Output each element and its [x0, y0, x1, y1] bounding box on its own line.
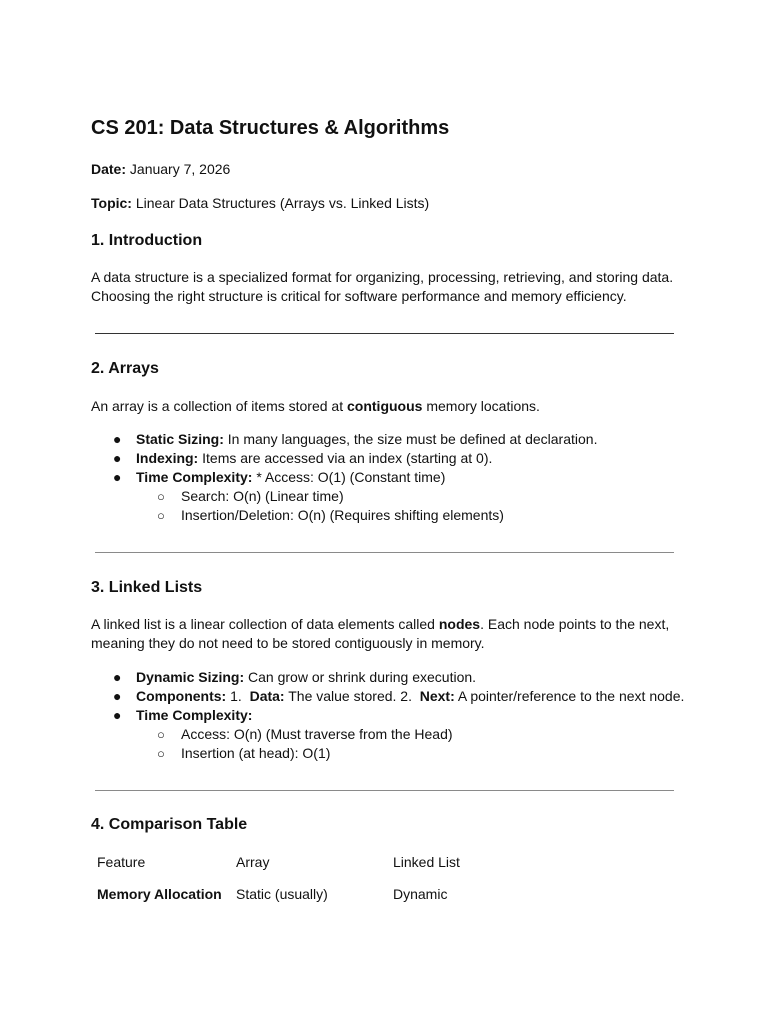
- table-cell: [91, 878, 230, 910]
- bullet-label: Time Complexity:: [136, 469, 253, 485]
- bullet-glyph: ●: [113, 669, 122, 685]
- sub-bullet-glyph: ○: [157, 508, 165, 523]
- arrays-para-bold: contiguous: [347, 398, 423, 414]
- bullet-label: Static Sizing:: [136, 431, 224, 447]
- sub-bullet-text: Insertion (at head): O(1): [181, 745, 331, 761]
- list-item: [91, 468, 597, 487]
- sub-list-item: [91, 725, 684, 744]
- arrays-para-text-2: memory locations.: [422, 398, 540, 414]
- bullet-label: Time Complexity:: [136, 707, 253, 723]
- introduction-line-2: Choosing the right structure is critical for software performance and memory efficiency.: [91, 288, 627, 304]
- sub-list-wrapper: [91, 725, 684, 763]
- document-title: CS 201: Data Structures & Algorithms: [91, 117, 450, 139]
- comparison-heading: 4. Comparison Table: [91, 816, 248, 833]
- linked-lists-para-text-2: . Each node points to the next,: [480, 616, 670, 632]
- linked-lists-para-line-1: [91, 616, 669, 632]
- list-item: [91, 668, 684, 687]
- linked-lists-bullet-list: [91, 668, 684, 763]
- bullet-glyph: ●: [113, 431, 122, 447]
- bullet-glyph: ●: [113, 469, 122, 485]
- list-item: [91, 430, 597, 449]
- linked-lists-paragraph: [91, 615, 711, 653]
- sub-bullet-glyph: ○: [157, 746, 165, 761]
- bullet-text: The value stored. 2.: [284, 688, 420, 704]
- comparison-table: [91, 846, 519, 910]
- table-header-cell: Feature: [97, 854, 146, 870]
- section-divider: [95, 333, 674, 334]
- components-next-label: Next:: [419, 688, 455, 704]
- section-divider: [95, 790, 674, 791]
- bullet-text: * Access: O(1) (Constant time): [252, 469, 446, 485]
- sub-list-item: [91, 744, 684, 763]
- table-header-cell: Array: [236, 854, 270, 870]
- sub-bullet-glyph: ○: [157, 727, 165, 742]
- sub-bullet-text: Search: O(n) (Linear time): [181, 488, 344, 504]
- table-cell: Static (usually): [236, 886, 328, 902]
- arrays-para-text-1: An array is a collection of items stored at: [91, 398, 347, 414]
- bullet-text: A pointer/reference to the next node.: [454, 688, 685, 704]
- introduction-heading: 1. Introduction: [91, 232, 203, 249]
- arrays-bullet-list: [91, 430, 597, 525]
- introduction-line-1: A data structure is a specialized format for organizing, processing, retrieving, and storing data.: [91, 269, 674, 285]
- bullet-text: Can grow or shrink during execution.: [244, 669, 477, 685]
- topic-line: [91, 195, 429, 211]
- linked-lists-para-line-2: meaning they do not need to be stored contiguously in memory.: [91, 635, 485, 651]
- date-line: [91, 161, 230, 177]
- arrays-sub-list: [91, 487, 597, 525]
- bullet-glyph: ●: [113, 688, 122, 704]
- row-label: Memory Allocation: [97, 886, 222, 902]
- linked-lists-heading: 3. Linked Lists: [91, 579, 203, 596]
- list-item: [91, 706, 684, 725]
- list-item: [91, 449, 597, 468]
- linked-lists-sub-list: [91, 725, 684, 763]
- bullet-text: Items are accessed via an index (starting at 0).: [198, 450, 493, 466]
- arrays-paragraph: [91, 397, 691, 416]
- sub-list-wrapper: [91, 487, 597, 525]
- sub-bullet-text: Insertion/Deletion: O(n) (Requires shifting elements): [181, 507, 504, 523]
- bullet-text: 1.: [226, 688, 250, 704]
- arrays-heading: 2. Arrays: [91, 360, 159, 377]
- introduction-paragraph: [91, 268, 711, 306]
- bullet-label: Dynamic Sizing:: [136, 669, 245, 685]
- sub-bullet-text: Access: O(n) (Must traverse from the Head): [181, 726, 453, 742]
- table-header-cell: Linked List: [393, 854, 460, 870]
- section-divider: [95, 552, 674, 553]
- bullet-label: Components:: [136, 688, 227, 704]
- table-header-row: [91, 846, 519, 878]
- date-value: January 7, 2026: [129, 161, 231, 177]
- sub-list-item: [91, 506, 597, 525]
- date-label: Date:: [91, 161, 127, 177]
- sub-bullet-glyph: ○: [157, 489, 165, 504]
- linked-lists-para-bold: nodes: [438, 616, 481, 632]
- bullet-glyph: ●: [113, 707, 122, 723]
- linked-lists-para-text-1: A linked list is a linear collection of data elements called: [91, 616, 439, 632]
- bullet-label: Indexing:: [136, 450, 199, 466]
- components-data-label: Data:: [249, 688, 285, 704]
- sub-list-item: [91, 487, 597, 506]
- list-item: [91, 687, 684, 706]
- table-row: [91, 878, 519, 910]
- bullet-text: In many languages, the size must be defined at declaration.: [223, 431, 598, 447]
- bullet-glyph: ●: [113, 450, 122, 466]
- topic-label: Topic:: [91, 195, 132, 211]
- table-cell: Dynamic: [393, 886, 448, 902]
- topic-value: Linear Data Structures (Arrays vs. Linked Lists): [135, 195, 430, 211]
